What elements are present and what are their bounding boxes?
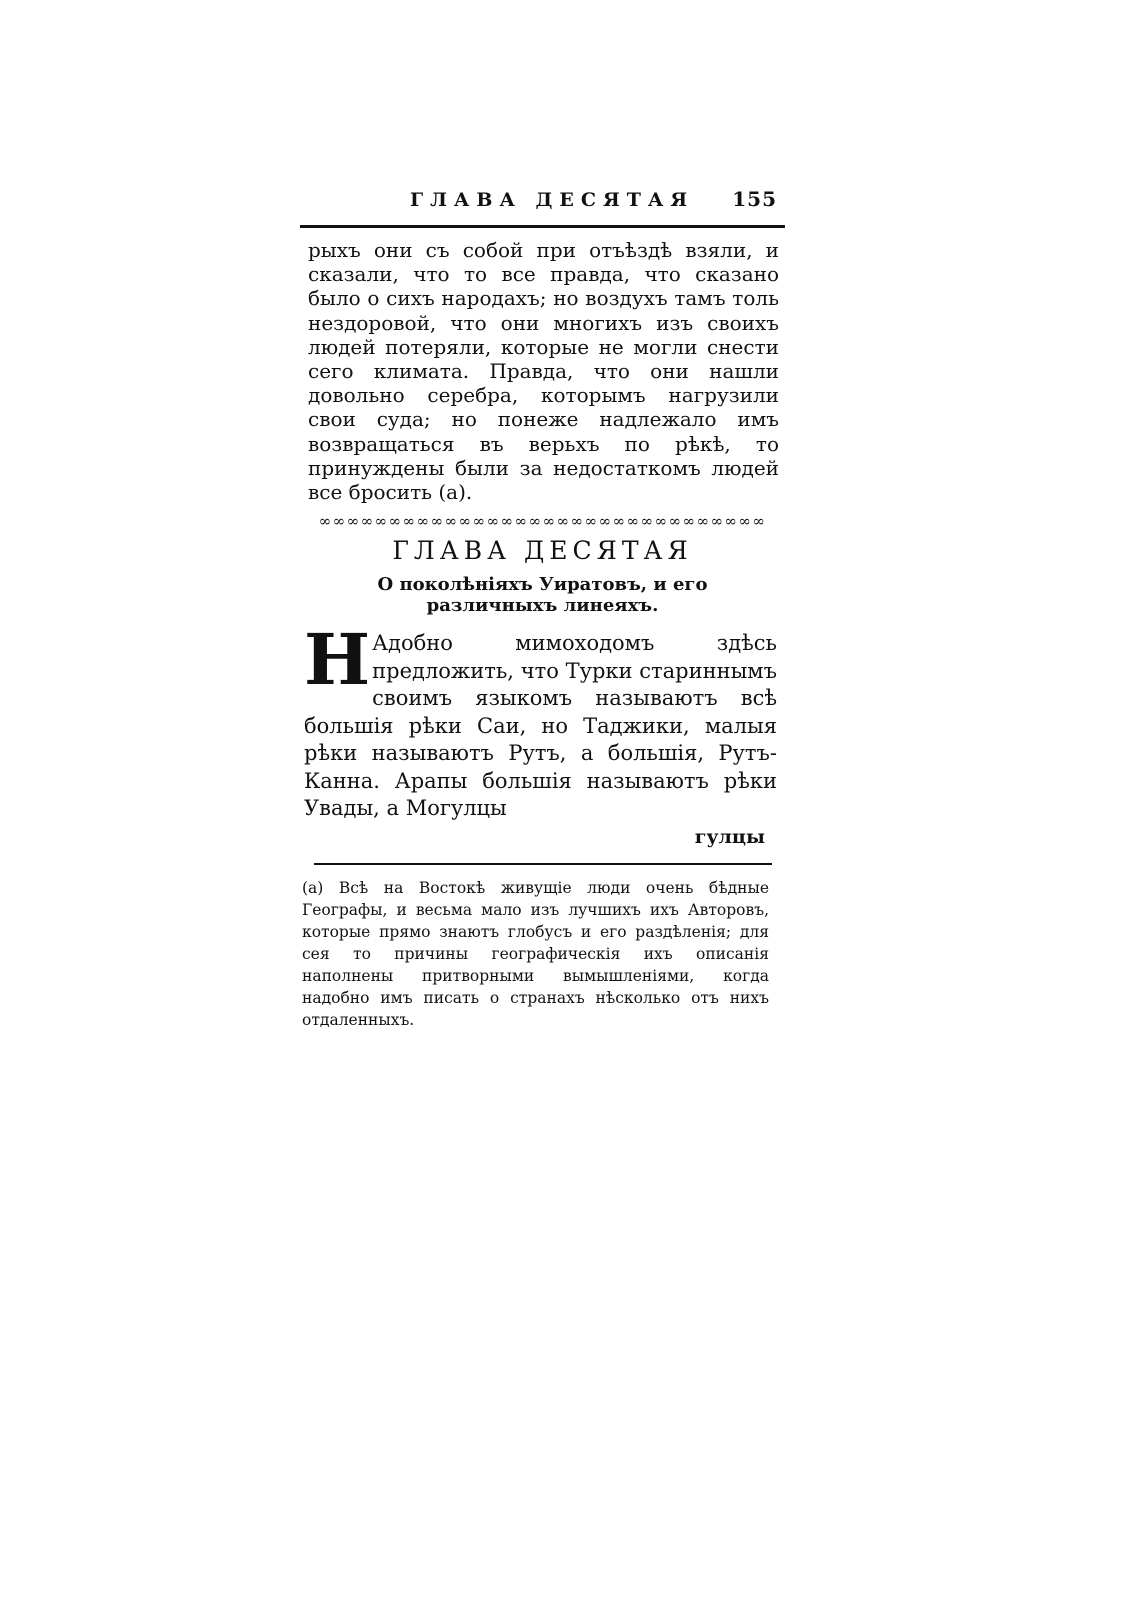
running-head — [300, 185, 785, 221]
footnote-rule — [314, 863, 772, 865]
body-paragraph — [300, 618, 785, 823]
drop-cap: Н — [304, 618, 371, 702]
header-rule — [300, 225, 785, 228]
ornament-divider: ∞∞∞∞∞∞∞∞∞∞∞∞∞∞∞∞∞∞∞∞∞∞∞∞∞∞∞∞∞∞∞∞ — [318, 512, 767, 531]
chapter-title: ГЛАВА ДЕСЯТАЯ — [392, 536, 693, 566]
continued-paragraph: рыхъ они съ собой при отъѣздѣ взяли, и сказали, что то все правда, что сказано было о сихъ народахъ; но воздухъ тамъ толь нездоровой, что они многихъ изъ своихъ людей потеряли, которые не могли снести сего климата. Правда, что они нашли довольно серебра, которымъ нагрузили свои суда; но понеже надлежало имъ возвращаться въ верьхъ по рѣкѣ, то принуждены были за недостаткомъ людей все бросить (a). — [308, 238, 779, 505]
footnote: (a) Всѣ на Востокѣ живущіе люди очень бѣдные Географы, и весьма мало изъ лучшихъ ихъ Авторовъ, которые прямо знаютъ глобусъ и его раздѣленія; для сея то причины географическія ихъ описанія наполнены притворными вымышленіями, когда надобно имъ писать о странахъ нѣсколько отъ нихъ отдаленныхъ. — [302, 878, 769, 1029]
body-paragraph-text: Адобно мимоходомъ здѣсь предложить, что Турки стариннымъ своимъ языкомъ называютъ всѣ большія рѣки Саи, но Таджики, малыя рѣки называютъ Рутъ, а большія, Рутъ-Канна. Арапы большія называютъ рѣки Увады, а Могулцы — [304, 631, 777, 821]
catchword: гулцы — [694, 825, 765, 848]
chapter-subtitle: О поколѣніяхъ Уиратовъ, и его различныхъ линеяхъ. — [377, 574, 708, 617]
running-head-title: ГЛАВА ДЕСЯТАЯ — [410, 189, 695, 211]
page-number: 155 — [732, 187, 777, 211]
book-page — [300, 185, 785, 1031]
